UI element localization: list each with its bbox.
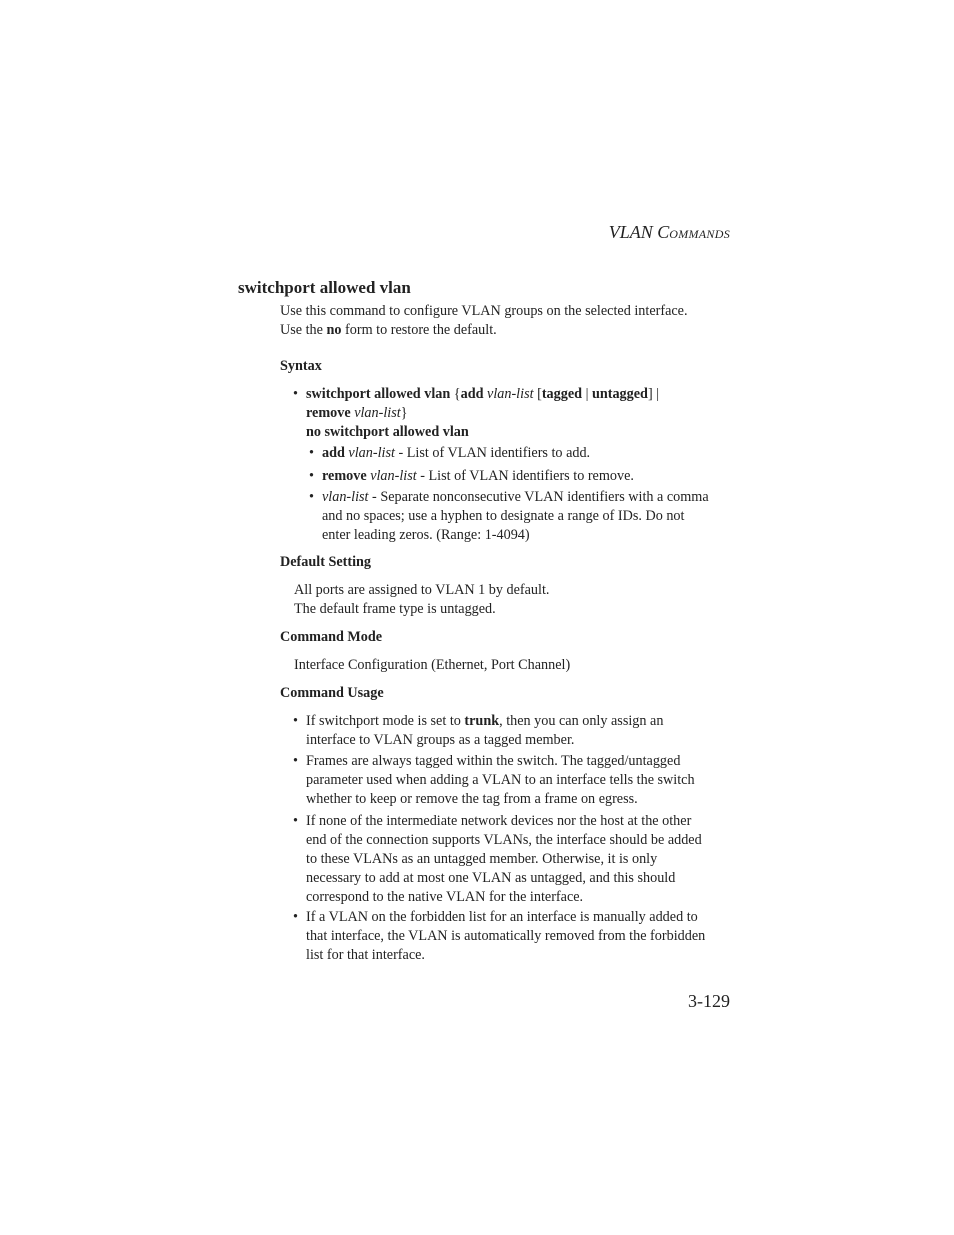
syntax-line-1 <box>306 385 726 404</box>
intro-line-1: Use this command to configure VLAN groups on the selected interface. <box>280 303 688 319</box>
param-keyword: add <box>322 445 345 461</box>
bullet-icon: • <box>293 813 298 829</box>
syntax-punct: { <box>450 386 461 402</box>
add-keyword: add <box>460 386 484 402</box>
section-title: switchport allowed vlan <box>238 278 411 297</box>
usage-line: If none of the intermediate network devices nor the host at the other <box>306 813 692 829</box>
usage-bullet-1 <box>293 712 731 750</box>
intro-line-2 <box>280 321 688 340</box>
param-desc: - List of VLAN identifiers to remove. <box>416 468 634 484</box>
intro-text: Use the <box>280 322 327 338</box>
page-number: 3-129 <box>688 991 730 1011</box>
syntax-command <box>293 385 726 442</box>
untagged-keyword: untagged <box>591 386 648 402</box>
default-setting-heading: Default Setting <box>280 554 372 570</box>
usage-bullet-4 <box>293 908 731 965</box>
usage-line: interface to VLAN groups as a tagged member. <box>306 732 575 748</box>
usage-line: to these VLANs as an untagged member. Otherwise, it is only <box>306 851 658 867</box>
remove-keyword: remove <box>306 405 351 421</box>
param-line-3: enter leading zeros. (Range: 1-4094) <box>322 527 530 543</box>
usage-line <box>306 712 731 731</box>
default-setting-text <box>294 581 549 619</box>
param-arg: vlan-list <box>348 445 395 461</box>
syntax-line-2 <box>306 404 726 423</box>
header-smallcaps: OMMANDS <box>669 227 730 241</box>
usage-line: Frames are always tagged within the switch. The tagged/untagged <box>306 753 681 769</box>
syntax-punct: } <box>400 405 408 421</box>
usage-line: list for that interface. <box>306 947 425 963</box>
param-desc: - List of VLAN identifiers to add. <box>394 445 591 461</box>
param-line-1 <box>322 488 732 507</box>
intro-text: form to restore the default. <box>341 322 497 338</box>
command-mode-text: Interface Configuration (Ethernet, Port Channel) <box>294 657 571 673</box>
syntax-punct: | <box>582 386 592 402</box>
no-keyword: no <box>326 322 342 338</box>
param-remove <box>309 467 732 486</box>
usage-line: If a VLAN on the forbidden list for an interface is manually added to <box>306 909 698 925</box>
usage-line: end of the connection supports VLANs, the interface should be added <box>306 832 702 848</box>
syntax-heading: Syntax <box>280 358 322 374</box>
param-line-2: and no spaces; use a hyphen to designate a range of IDs. Do not <box>322 508 685 524</box>
bullet-icon: • <box>293 386 298 402</box>
usage-bullet-2 <box>293 752 731 809</box>
no-cmd-keyword: no switchport allowed vlan <box>306 424 469 440</box>
vlan-list-arg: vlan-list <box>354 405 401 421</box>
syntax-punct: ] | <box>647 386 660 402</box>
usage-line: correspond to the native VLAN for the interface. <box>306 889 584 905</box>
usage-line: necessary to add at most one VLAN as untagged, and this should <box>306 870 676 886</box>
param-desc: - Separate nonconsecutive VLAN identifiers with a comma <box>368 489 709 505</box>
param-add <box>309 444 732 463</box>
header-initial: C <box>657 222 670 242</box>
bullet-icon: • <box>309 445 314 461</box>
syntax-punct: [ <box>533 386 542 402</box>
usage-line: parameter used when adding a VLAN to an interface tells the switch <box>306 772 695 788</box>
param-arg: vlan-list <box>370 468 417 484</box>
header-title: VLAN <box>608 222 653 242</box>
param-keyword: remove <box>322 468 367 484</box>
syntax-line-3 <box>306 423 726 442</box>
bullet-icon: • <box>309 489 314 505</box>
usage-line: that interface, the VLAN is automatically removed from the forbidden <box>306 928 706 944</box>
bullet-icon: • <box>293 753 298 769</box>
vlan-list-arg: vlan-list <box>487 386 534 402</box>
default-line-1: All ports are assigned to VLAN 1 by default. <box>294 582 550 598</box>
running-header <box>560 222 730 243</box>
default-line-2: The default frame type is untagged. <box>294 601 496 617</box>
command-mode-heading: Command Mode <box>280 629 383 645</box>
param-arg: vlan-list <box>322 489 369 505</box>
bullet-icon: • <box>309 468 314 484</box>
command-usage-heading: Command Usage <box>280 685 384 701</box>
usage-text: If switchport mode is set to <box>306 713 465 729</box>
trunk-keyword: trunk <box>464 713 500 729</box>
intro-paragraph <box>280 302 688 340</box>
usage-line: whether to keep or remove the tag from a frame on egress. <box>306 791 638 807</box>
tagged-keyword: tagged <box>541 386 583 402</box>
param-vlan-list <box>309 488 732 545</box>
cmd-keyword: switchport allowed vlan <box>306 386 451 402</box>
usage-text: , then you can only assign an <box>499 713 664 729</box>
bullet-icon: • <box>293 909 298 925</box>
usage-bullet-3 <box>293 812 731 907</box>
bullet-icon: • <box>293 713 298 729</box>
